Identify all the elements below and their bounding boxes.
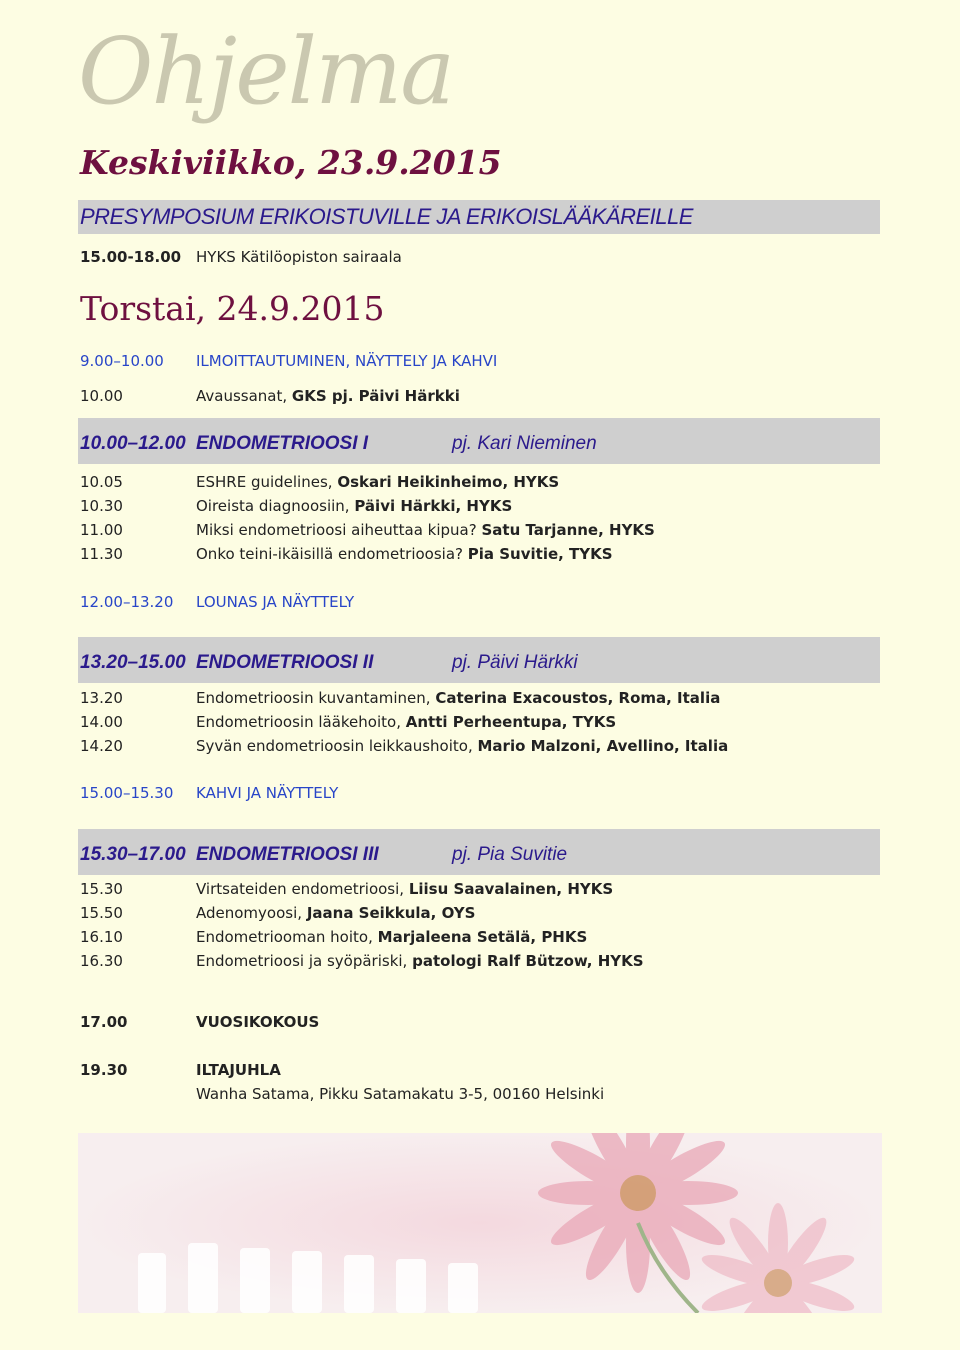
topic: Endometrioosi ja syöpäriski, — [196, 952, 408, 970]
time: 14.20 — [80, 737, 123, 755]
session-time: 13.20–15.00 — [80, 652, 186, 673]
program-text — [196, 545, 613, 563]
speaker: Pia Suvitie, TYKS — [467, 545, 613, 563]
text: VUOSIKOKOUS — [196, 1013, 320, 1031]
place: HYKS Kätilöopiston sairaala — [196, 248, 402, 266]
session1-bar — [78, 418, 880, 464]
address: Wanha Satama, Pikku Satamakatu 3-5, 00160 Helsinki — [196, 1085, 605, 1103]
speaker: Jaana Seikkula, OYS — [306, 904, 476, 922]
flower-image — [78, 1133, 882, 1313]
session-name: ENDOMETRIOOSI II — [196, 652, 374, 673]
session-name: ENDOMETRIOOSI I — [196, 433, 369, 454]
logo: Ohjelma — [78, 18, 454, 125]
presymposium-bar — [78, 200, 880, 234]
speaker: Antti Perheentupa, TYKS — [405, 713, 617, 731]
topic: Onko teini-ikäisillä endometrioosia? — [196, 545, 463, 563]
time: 16.30 — [80, 952, 123, 970]
program-text — [196, 521, 655, 539]
session2-bar — [78, 637, 880, 683]
topic: Miksi endometrioosi aiheuttaa kipua? — [196, 521, 477, 539]
program-text — [196, 713, 616, 731]
time: 14.00 — [80, 713, 123, 731]
session-chair: pj. Päivi Härkki — [452, 652, 578, 673]
time: 19.30 — [80, 1061, 128, 1079]
speaker: patologi Ralf Bützow, HYKS — [412, 952, 644, 970]
session-chair: pj. Pia Suvitie — [452, 844, 568, 865]
program-text — [196, 497, 512, 515]
program-text — [196, 904, 475, 922]
speaker: Mario Malzoni, Avellino, Italia — [477, 737, 729, 755]
time: 11.00 — [80, 521, 123, 539]
speaker: Caterina Exacoustos, Roma, Italia — [435, 689, 721, 707]
topic: Endometriooman hoito, — [196, 928, 373, 946]
text: ILMOITTAUTUMINEN, NÄYTTELY JA KAHVI — [196, 352, 498, 370]
program-text — [196, 928, 587, 946]
time: 10.05 — [80, 473, 123, 491]
speaker: GKS pj. Päivi Härkki — [291, 387, 460, 405]
time: 15.50 — [80, 904, 123, 922]
time: 9.00–10.00 — [80, 352, 164, 370]
time: 13.20 — [80, 689, 123, 707]
speaker: Satu Tarjanne, HYKS — [481, 521, 655, 539]
time: 16.10 — [80, 928, 123, 946]
text: KAHVI JA NÄYTTELY — [196, 784, 339, 802]
session-chair: pj. Kari Nieminen — [452, 433, 597, 454]
topic: Adenomyoosi, — [196, 904, 303, 922]
topic: Endometrioosin lääkehoito, — [196, 713, 401, 731]
opening-text — [196, 387, 460, 405]
text: LOUNAS JA NÄYTTELY — [196, 593, 355, 611]
day1-title: Keskiviikko, 23.9.2015 — [80, 143, 502, 182]
program-text — [196, 952, 644, 970]
program-text — [196, 880, 613, 898]
program-text — [196, 737, 728, 755]
speaker: Liisu Saavalainen, HYKS — [408, 880, 614, 898]
time: 15.00–15.30 — [80, 784, 174, 802]
program-text — [196, 473, 559, 491]
topic: Virtsateiden endometrioosi, — [196, 880, 405, 898]
topic: Endometrioosin kuvantaminen, — [196, 689, 431, 707]
program-text — [196, 689, 720, 707]
topic: Syvän endometrioosin leikkaushoito, — [196, 737, 473, 755]
speaker: Marjaleena Setälä, PHKS — [377, 928, 588, 946]
session-time: 10.00–12.00 — [80, 433, 186, 454]
day2-title: Torstai, 24.9.2015 — [80, 289, 385, 328]
topic: Avaussanat, — [196, 387, 288, 405]
time: 10.00 — [80, 387, 123, 405]
presymposium-title: PRESYMPOSIUM ERIKOISTUVILLE JA ERIKOISLÄÄKÄREILLE — [80, 204, 693, 229]
speaker: Päivi Härkki, HYKS — [354, 497, 513, 515]
time: 11.30 — [80, 545, 123, 563]
speaker: Oskari Heikinheimo, HYKS — [337, 473, 560, 491]
topic: Oireista diagnoosiin, — [196, 497, 350, 515]
time: 15.00-18.00 — [80, 248, 182, 266]
time: 17.00 — [80, 1013, 128, 1031]
session-time: 15.30–17.00 — [80, 844, 186, 865]
session3-bar — [78, 829, 880, 875]
time: 15.30 — [80, 880, 123, 898]
session-name: ENDOMETRIOOSI III — [196, 844, 379, 865]
time: 12.00–13.20 — [80, 593, 174, 611]
time: 10.30 — [80, 497, 123, 515]
topic: ESHRE guidelines, — [196, 473, 333, 491]
text: ILTAJUHLA — [196, 1061, 281, 1079]
